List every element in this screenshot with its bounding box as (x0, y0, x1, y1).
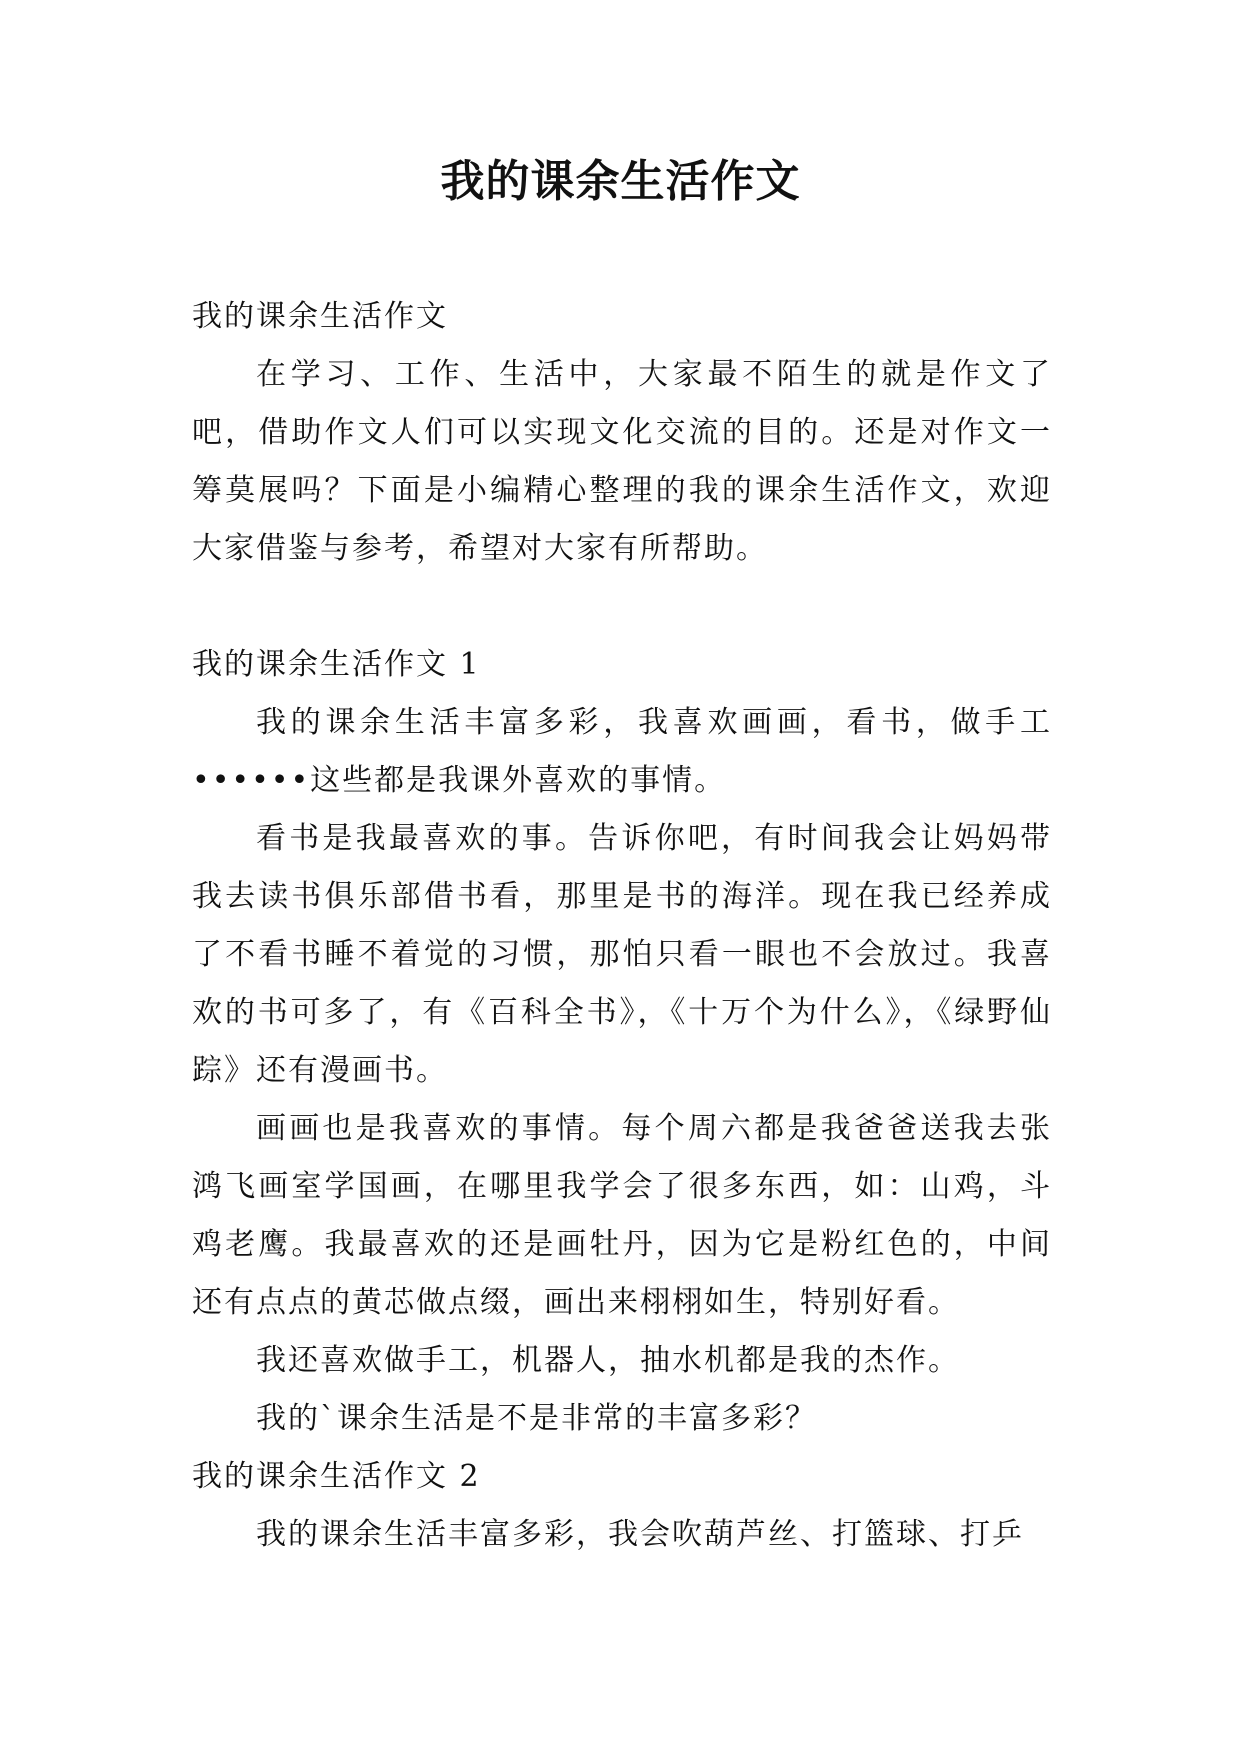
document-body (192, 288, 1052, 1564)
essay-1-paragraph: 我还喜欢做手工，机器人，抽水机都是我的杰作。 (256, 1343, 960, 1378)
essay-1-heading: 我的课余生活作文 1 (192, 647, 481, 682)
intro-paragraph: 在学习、工作、生活中，大家最不陌生的就是作文了吧，借助作文人们可以实现文化交流的目的。还是对作文一筹莫展吗？下面是小编精心整理的我的课余生活作文，欢迎大家借鉴与参考，希望对大家有所帮助。 (192, 357, 1052, 566)
essay-2-paragraph: 我的课余生活丰富多彩，我会吹葫芦丝、打篮球、打乒 (256, 1517, 1024, 1552)
essay-1-paragraph: 我的`课余生活是不是非常的丰富多彩？ (256, 1401, 817, 1436)
document-title: 我的课余生活作文 (440, 156, 801, 207)
essay-1-paragraph: 画画也是我喜欢的事情。每个周六都是我爸爸送我去张鸿飞画室学国画，在哪里我学会了很多东西，如：山鸡，斗鸡老鹰。我最喜欢的还是画牡丹，因为它是粉红色的，中间还有点点的黄芯做点缀，画出来栩栩如生，特别好看。 (192, 1111, 1052, 1320)
essay-2-heading: 我的课余生活作文 2 (192, 1459, 481, 1494)
section-spacer (192, 578, 1052, 636)
intro-heading: 我的课余生活作文 (192, 299, 448, 334)
essay-1-paragraph: 我的课余生活丰富多彩，我喜欢画画，看书，做手工••••••这些都是我课外喜欢的事情。 (192, 705, 1052, 798)
essay-1-paragraph: 看书是我最喜欢的事。告诉你吧，有时间我会让妈妈带我去读书俱乐部借书看，那里是书的海洋。现在我已经养成了不看书睡不着觉的习惯，那怕只看一眼也不会放过。我喜欢的书可多了，有《百科全书》，《十万个为什么》，《绿野仙踪》还有漫画书。 (192, 821, 1052, 1088)
